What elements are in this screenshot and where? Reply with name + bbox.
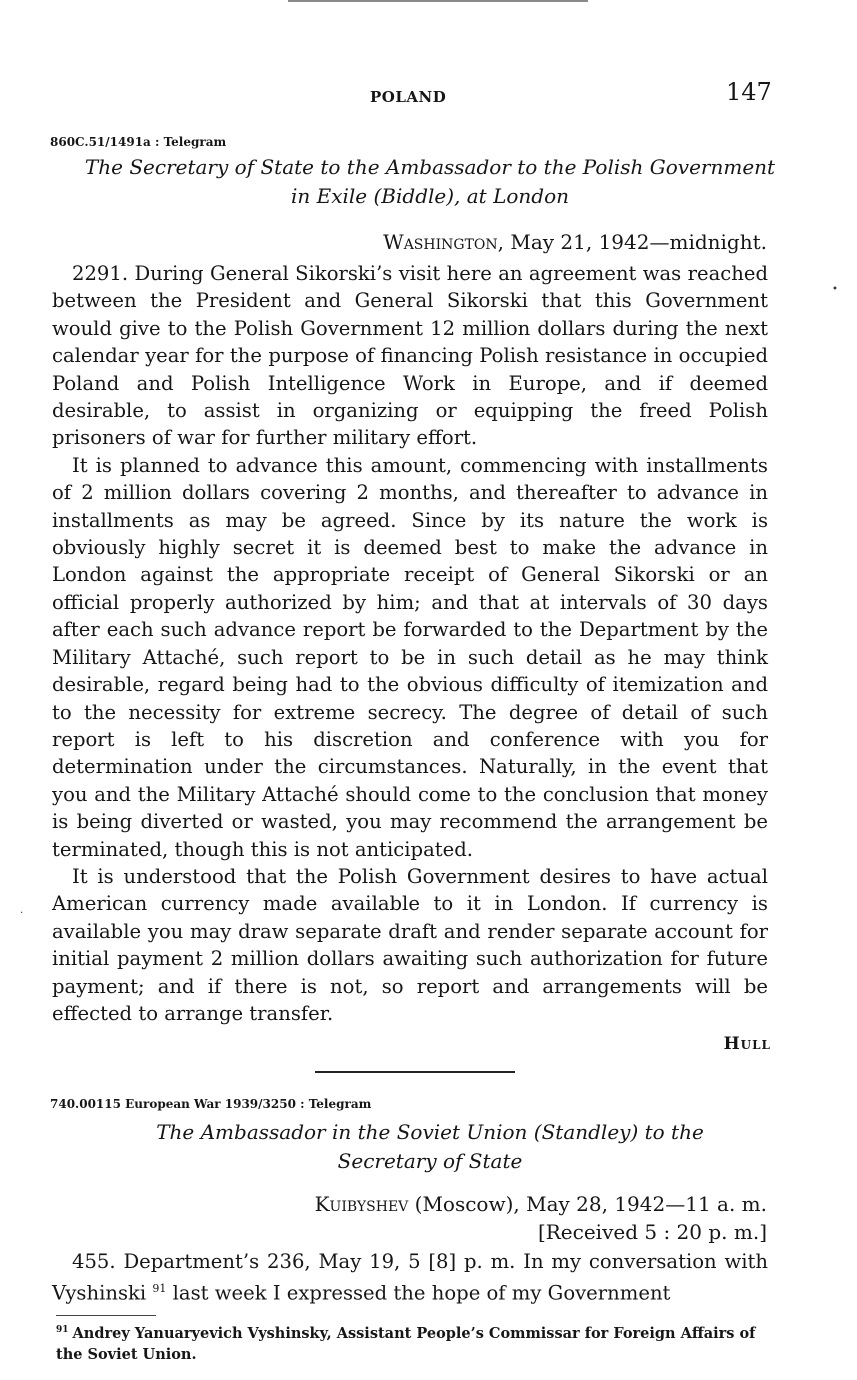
title-line: The Ambassador in the Soviet Union (Standley) to the <box>156 1120 704 1144</box>
paragraph-text: last week I expressed the hope of my Government <box>166 1281 671 1305</box>
document-title-1 <box>30 153 830 211</box>
dateline-date: , May 21, 1942—midnight. <box>497 230 767 254</box>
document-separator <box>315 1071 515 1073</box>
paragraph: It is understood that the Polish Government desires to have actual American currency made available to it in London. If currency is available you may draw separate draft and render separate account for initial payment 2 million dollars awaiting such authorization for future payment; and if there is not, so report and arrangements will be effected to arrange transfer. <box>52 864 768 1025</box>
dateline-place: Washington <box>383 230 498 254</box>
document-title-2 <box>30 1118 830 1176</box>
paragraph: It is planned to advance this amount, commencing with installments of 2 million dollars covering 2 months, and thereafter to advance in installments as may be agreed. Since by its nature the work is obviously highly secret it is deemed best to make the advance in London against the appropriate receipt of General Sikorski or an official properly authorized by him; and that at intervals of 30 days after each such advance report be forwarded to the Department by the Military Attaché, such report to be in such detail as he may think desirable, regard being had to the obvious difficulty of itemization and to the necessity for extreme secrecy. The degree of detail of such report is left to his discretion and conference with you for determination under the circumstances. Naturally, in the event that you and the Military Attaché should come to the conclusion that money is being diverted or wasted, you may recommend the arrangement be terminated, though this is not anticipated. <box>52 453 768 861</box>
dateline-place: Kuibyshev <box>314 1192 409 1216</box>
footnote-text: Andrey Yanuaryevich Vyshinsky, Assistant People’s Commissar for Foreign Affairs of the Soviet Union. <box>56 1324 756 1363</box>
file-reference-2: 740.00115 European War 1939/3250 : Telegram <box>50 1097 372 1111</box>
title-line: Secretary of State <box>337 1149 523 1173</box>
top-edge-rule <box>288 0 588 2</box>
dateline-date: (Moscow), May 28, 1942—11 a. m. <box>408 1192 767 1216</box>
scan-speck: · <box>20 908 24 919</box>
received-time: [Received 5 : 20 p. m.] <box>537 1220 767 1244</box>
footnote-reference: 91 <box>152 1282 167 1296</box>
footnote-rule <box>56 1315 156 1316</box>
scan-speck: • <box>832 284 838 295</box>
title-line: in Exile (Biddle), at London <box>291 184 569 208</box>
file-reference-1: 860C.51/1491a : Telegram <box>50 135 227 149</box>
telegram-body-1 <box>52 260 768 1027</box>
title-line: The Secretary of State to the Ambassador to the Polish Government <box>84 155 776 179</box>
running-head: POLAND <box>370 88 447 106</box>
dateline-1 <box>383 228 767 256</box>
footnote-marker: 91 <box>56 1325 69 1335</box>
telegram-body-2 <box>52 1248 768 1307</box>
dateline-2 <box>315 1190 767 1246</box>
footnote <box>56 1320 776 1365</box>
signature: Hull <box>723 1034 771 1054</box>
paragraph-text: 455. Department’s 236, May 19, 5 [8] p. m. In my conversation with Vyshinski <box>52 1250 768 1305</box>
paragraph: 2291. During General Sikorski’s visit here an agreement was reached between the President and General Sikorski that this Government would give to the Polish Government 12 million dollars during the next calendar year for the purpose of financing Polish resistance in occupied Poland and Polish Intelligence Work in Europe, and if deemed desirable, to assist in organizing or equipping the freed Polish prisoners of war for further military effort. <box>52 262 768 450</box>
paragraph <box>52 1248 768 1307</box>
page-number: 147 <box>726 78 772 106</box>
